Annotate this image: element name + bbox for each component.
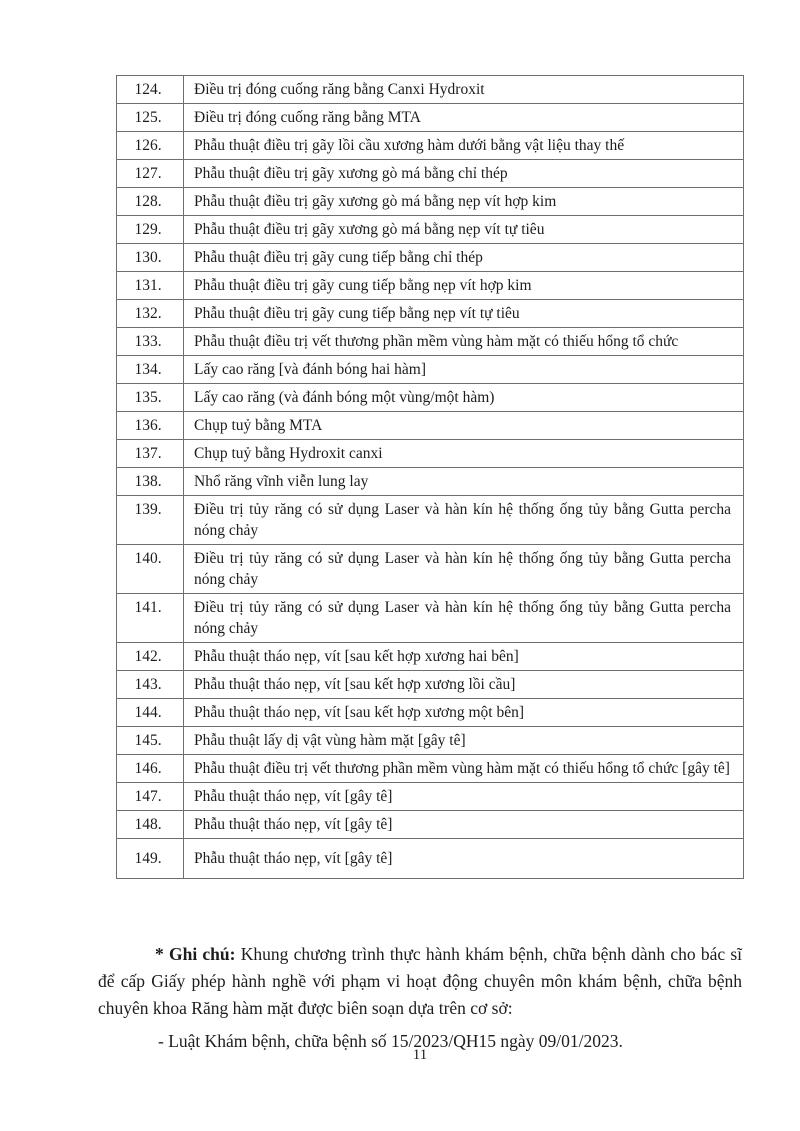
- row-text: Chụp tuỷ bằng MTA: [184, 412, 744, 440]
- row-number: 127.: [117, 160, 184, 188]
- procedures-table: [116, 75, 744, 879]
- table-row: [117, 643, 744, 671]
- table-row: [117, 545, 744, 594]
- row-text: Phẫu thuật tháo nẹp, vít [sau kết hợp xương lồi cầu]: [184, 671, 744, 699]
- row-number: 134.: [117, 356, 184, 384]
- row-text: Phẫu thuật điều trị vết thương phần mềm vùng hàm mặt có thiếu hổng tổ chức [gây tê]: [184, 755, 744, 783]
- row-number: 132.: [117, 300, 184, 328]
- table-row: [117, 755, 744, 783]
- row-number: 125.: [117, 104, 184, 132]
- table-row: [117, 328, 744, 356]
- table-row: [117, 300, 744, 328]
- table-row: [117, 272, 744, 300]
- table-row: [117, 104, 744, 132]
- row-text: Phẫu thuật điều trị gãy xương gò má bằng nẹp vít hợp kim: [184, 188, 744, 216]
- row-text: Phẫu thuật tháo nẹp, vít [sau kết hợp xương một bên]: [184, 699, 744, 727]
- row-text: Phẫu thuật điều trị gãy cung tiếp bằng nẹp vít tự tiêu: [184, 300, 744, 328]
- row-number: 138.: [117, 468, 184, 496]
- row-number: 136.: [117, 412, 184, 440]
- notes-section: [98, 941, 742, 1055]
- row-number: 146.: [117, 755, 184, 783]
- table-row: [117, 594, 744, 643]
- row-number: 126.: [117, 132, 184, 160]
- row-number: 139.: [117, 496, 184, 545]
- row-number: 141.: [117, 594, 184, 643]
- row-text: Điều trị tủy răng có sử dụng Laser và hàn kín hệ thống ống tủy bằng Gutta percha nóng chảy: [184, 496, 744, 545]
- table-row: [117, 160, 744, 188]
- page-number: 11: [412, 1047, 428, 1063]
- row-text: Phẫu thuật điều trị vết thương phần mềm vùng hàm mặt có thiếu hổng tổ chức: [184, 328, 744, 356]
- row-number: 137.: [117, 440, 184, 468]
- row-text: Phẫu thuật tháo nẹp, vít [gây tê]: [184, 839, 744, 879]
- table-row: [117, 412, 744, 440]
- table-row: [117, 496, 744, 545]
- row-text: Chụp tuỷ bằng Hydroxit canxi: [184, 440, 744, 468]
- note-paragraph: [98, 941, 742, 1022]
- row-text: Phẫu thuật tháo nẹp, vít [gây tê]: [184, 783, 744, 811]
- row-number: 124.: [117, 76, 184, 104]
- row-text: Điều trị đóng cuống răng bằng MTA: [184, 104, 744, 132]
- row-text: Điều trị tủy răng có sử dụng Laser và hàn kín hệ thống ống tủy bằng Gutta percha nóng chảy: [184, 594, 744, 643]
- row-number: 142.: [117, 643, 184, 671]
- table-row: [117, 671, 744, 699]
- row-number: 144.: [117, 699, 184, 727]
- row-number: 149.: [117, 839, 184, 879]
- row-number: 131.: [117, 272, 184, 300]
- table-row: [117, 356, 744, 384]
- row-text: Lấy cao răng [và đánh bóng hai hàm]: [184, 356, 744, 384]
- row-number: 148.: [117, 811, 184, 839]
- row-text: Điều trị đóng cuống răng bằng Canxi Hydroxit: [184, 76, 744, 104]
- row-text: Lấy cao răng (và đánh bóng một vùng/một hàm): [184, 384, 744, 412]
- table-row: [117, 727, 744, 755]
- table-row: [117, 132, 744, 160]
- table-row: [117, 839, 744, 879]
- table-row: [117, 188, 744, 216]
- table-row: [117, 468, 744, 496]
- table-row: [117, 76, 744, 104]
- table-row: [117, 811, 744, 839]
- row-number: 130.: [117, 244, 184, 272]
- row-number: 135.: [117, 384, 184, 412]
- note-body: Khung chương trình thực hành khám bệnh, chữa bệnh dành cho bác sĩ để cấp Giấy phép hành nghề với phạm vi hoạt động chuyên môn khám bệnh, chữa bệnh chuyên khoa Răng hàm mặt được biên soạn dựa trên cơ sở:: [98, 944, 742, 1018]
- row-number: 145.: [117, 727, 184, 755]
- row-text: Điều trị tủy răng có sử dụng Laser và hàn kín hệ thống ống tủy bằng Gutta percha nóng chảy: [184, 545, 744, 594]
- row-number: 147.: [117, 783, 184, 811]
- table-row: [117, 216, 744, 244]
- row-text: Phẫu thuật điều trị gãy cung tiếp bằng nẹp vít hợp kim: [184, 272, 744, 300]
- table-row: [117, 440, 744, 468]
- law-reference-line: - Luật Khám bệnh, chữa bệnh số 15/2023/QH15 ngày 09/01/2023.: [158, 1031, 623, 1051]
- row-number: 143.: [117, 671, 184, 699]
- table-row: [117, 783, 744, 811]
- row-text: Phẫu thuật tháo nẹp, vít [gây tê]: [184, 811, 744, 839]
- row-number: 140.: [117, 545, 184, 594]
- row-text: Nhổ răng vĩnh viễn lung lay: [184, 468, 744, 496]
- row-text: Phẫu thuật điều trị gãy lồi cầu xương hàm dưới bằng vật liệu thay thế: [184, 132, 744, 160]
- row-number: 133.: [117, 328, 184, 356]
- row-text: Phẫu thuật điều trị gãy cung tiếp bằng chỉ thép: [184, 244, 744, 272]
- row-number: 129.: [117, 216, 184, 244]
- row-number: 128.: [117, 188, 184, 216]
- row-text: Phẫu thuật tháo nẹp, vít [sau kết hợp xương hai bên]: [184, 643, 744, 671]
- row-text: Phẫu thuật điều trị gãy xương gò má bằng chỉ thép: [184, 160, 744, 188]
- procedures-table-body: [117, 76, 744, 879]
- table-row: [117, 699, 744, 727]
- table-row: [117, 244, 744, 272]
- row-text: Phẫu thuật lấy dị vật vùng hàm mặt [gây tê]: [184, 727, 744, 755]
- row-text: Phẫu thuật điều trị gãy xương gò má bằng nẹp vít tự tiêu: [184, 216, 744, 244]
- note-label: * Ghi chú:: [155, 944, 236, 964]
- table-row: [117, 384, 744, 412]
